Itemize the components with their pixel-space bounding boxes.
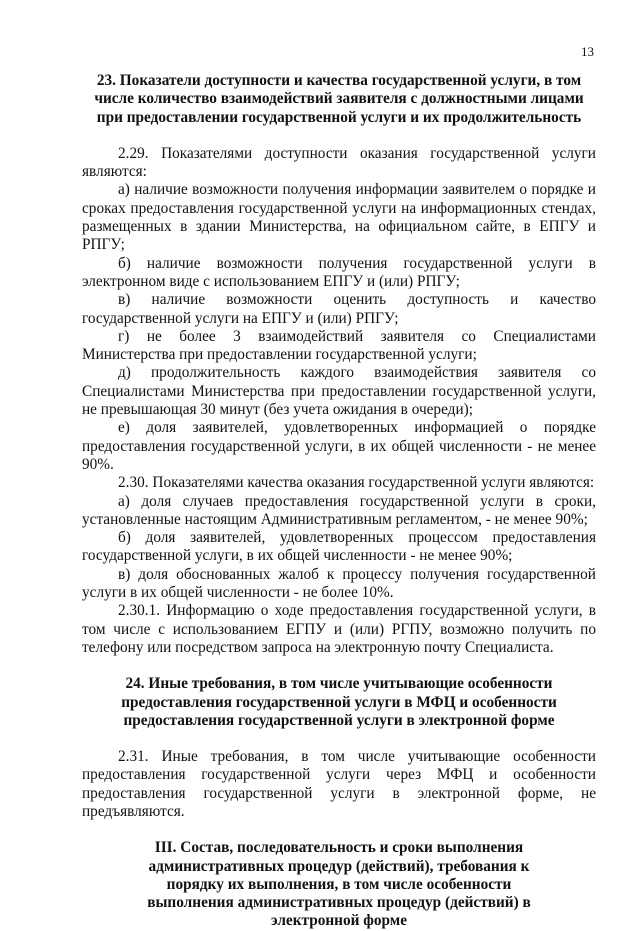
paragraph-2-29-e: е) доля заявителей, удовлетворенных информацией о порядке предоставления государственной услуги, в их общей численности - не менее 90%. bbox=[82, 419, 596, 473]
paragraph-2-29: 2.29. Показателями доступности оказания государственной услуги являются: bbox=[82, 144, 596, 181]
paragraph-2-30-b: б) доля заявителей, удовлетворенных процессом предоставления государственной услуги, в их общей численности - не менее 90%; bbox=[82, 529, 596, 565]
paragraph-2-30-v: в) доля обоснованных жалоб к процессу получения государственной услуги в их общей численности - не более 10%. bbox=[82, 565, 596, 602]
paragraph-2-30: 2.30. Показателями качества оказания государственной услуги являются: bbox=[118, 474, 595, 492]
page-number: 13 bbox=[581, 44, 594, 59]
paragraph-2-29-d: д) продолжительность каждого взаимодействия заявителя со Специалистами Министерства при предоставлении государственной услуги, не превышающая 30 минут (без учета ожидания в очереди); bbox=[82, 364, 596, 419]
paragraph-2-29-b: б) наличие возможности получения государственной услуги в электронном виде с использованием ЕПГУ и (или) РПГУ; bbox=[82, 254, 596, 290]
paragraph-2-31: 2.31. Иные требования, в том числе учитывающие особенности предоставления государственной услуги через МФЦ и особенности предоставления государственной услуги в электронной форме, не предъявляются. bbox=[82, 748, 596, 820]
section-24-heading: 24. Иные требования, в том числе учитывающие особенности предоставления государственной услуги в МФЦ и особенности предоставления государственной услуги в электронной форме bbox=[121, 675, 557, 729]
paragraph-2-29-a: а) наличие возможности получения информации заявителем о порядке и сроках предоставления государственной услуги на информационных стендах, размещенных в здании Министерства, на официальном сайте, в ЕПГУ и РПГУ; bbox=[82, 181, 596, 254]
document-body bbox=[82, 72, 596, 931]
paragraph-2-30-1: 2.30.1. Информацию о ходе предоставления государственной услуги, в том числе с использованием ЕГПУ и (или) РГПУ, возможно получить по телефону или посредством запроса на электронную почту Специалиста. bbox=[82, 602, 596, 656]
paragraph-2-30-a: а) доля случаев предоставления государственной услуги в сроки, установленные настоящим Административным регламентом, - не менее 90%; bbox=[82, 492, 596, 528]
paragraph-2-29-g: г) не более 3 взаимодействий заявителя со Специалистами Министерства при предоставлении государственной услуги; bbox=[82, 327, 596, 364]
section-3-heading: III. Состав, последовательность и сроки выполнения административных процедур (действий), требования к порядку их выполнения, в том числе особенности выполнения административных процедур (действий) в электронной форме bbox=[147, 839, 531, 930]
section-23-heading: 23. Показатели доступности и качества государственной услуги, в том числе количество взаимодействий заявителя с должностными лицами при предоставлении государственной услуги и их продолжительность bbox=[94, 72, 584, 126]
paragraph-2-29-v: в) наличие возможности оценить доступность и качество государственной услуги на ЕПГУ и (или) РПГУ; bbox=[82, 291, 596, 327]
